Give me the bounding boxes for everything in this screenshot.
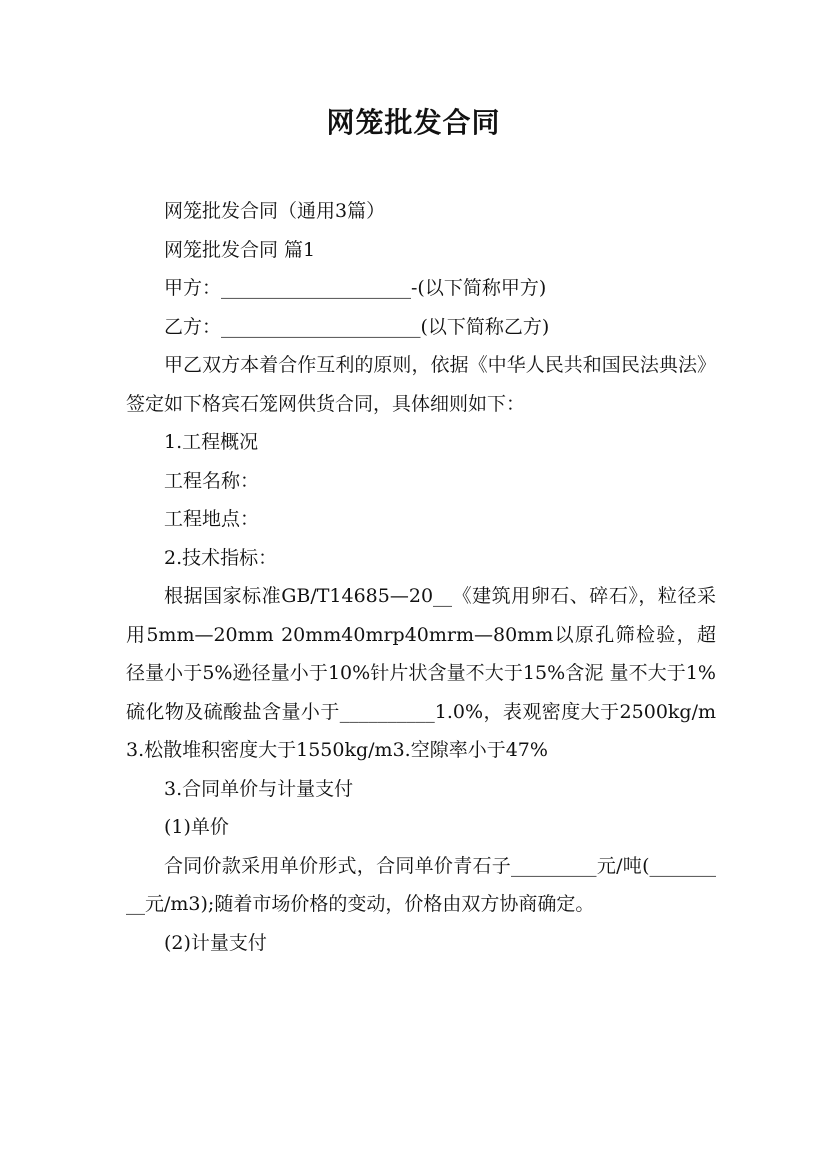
paragraph-preamble: 甲乙双方本着合作互利的原则，依据《中华人民共和国民法典法》签定如下格宾石笼网供货合同，具体细则如下： bbox=[126, 354, 716, 415]
paragraph-technical-spec: 根据国家标准GB/T14685—20__《建筑用卵石、碎石》，粒径采用5mm—20mm 20mm40mrp40mrm—80mm以原孔筛检验，超径量小于5%逊径量小于10%针片状含量不大于15%含泥 量不大于1%硫化物及硫酸盐含量小于__________1.0%，表观密度大于2500kg/m3.松散堆积密度大于1550kg/m3.空隙率小于47% bbox=[126, 585, 716, 761]
paragraph-metering-heading: (2)计量支付 bbox=[164, 931, 267, 954]
document-body bbox=[126, 192, 716, 962]
paragraph-unit-price-heading: (1)单价 bbox=[164, 816, 229, 838]
paragraph-section-heading: 网笼批发合同 篇1 bbox=[164, 238, 316, 261]
paragraph-project-location: 工程地点： bbox=[164, 508, 260, 530]
paragraph-party-b: 乙方：_____________________(以下简称乙方) bbox=[164, 315, 550, 338]
paragraph-technical-heading: 2.技术指标： bbox=[164, 546, 278, 569]
paragraph-project-overview-heading: 1.工程概况 bbox=[164, 431, 259, 453]
paragraph-project-name: 工程名称： bbox=[164, 469, 260, 492]
paragraph-price-heading: 3.合同单价与计量支付 bbox=[164, 777, 354, 800]
paragraph-subtitle: 网笼批发合同（通用3篇） bbox=[164, 200, 386, 222]
paragraph-party-a: 甲方：____________________-(以下简称甲方) bbox=[164, 277, 547, 299]
document-title: 网笼批发合同 bbox=[326, 106, 501, 139]
paragraph-unit-price: 合同价款采用单价形式，合同单价青石子_________元/吨(_________元/m3);随着市场价格的变动，价格由双方协商确定。 bbox=[126, 854, 716, 915]
